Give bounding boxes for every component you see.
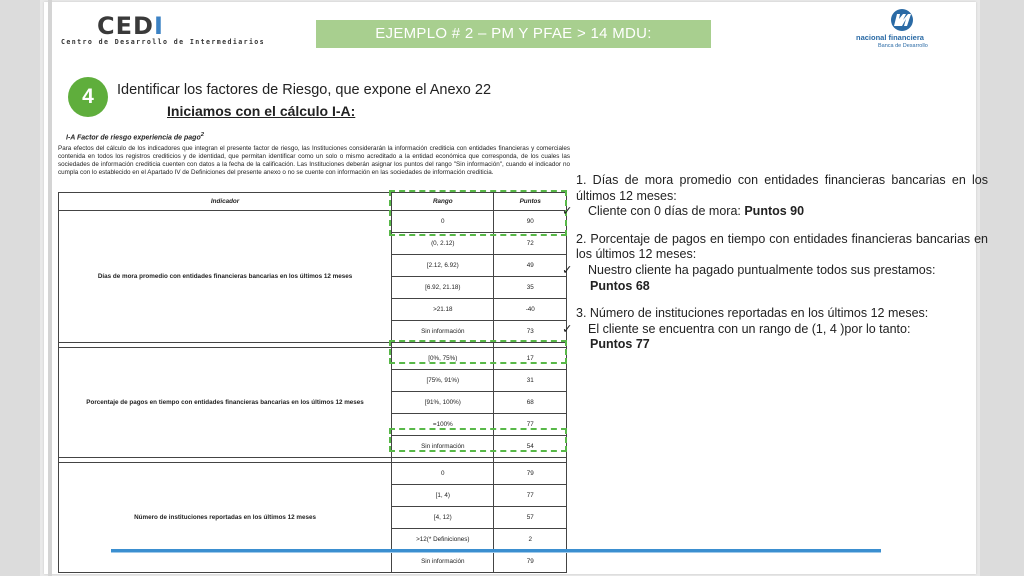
step-subtitle: Iniciamos con el cálculo I-A: bbox=[167, 103, 356, 119]
points-cell: 2 bbox=[494, 529, 567, 551]
range-cell: [4, 12) bbox=[392, 507, 494, 529]
nafin-logo bbox=[856, 8, 951, 52]
row-0-79-highlight bbox=[389, 428, 567, 452]
nafin-emblem-icon bbox=[886, 8, 918, 32]
table-row bbox=[59, 463, 567, 485]
points-cell: 17 bbox=[494, 348, 567, 370]
range-cell: Sin información bbox=[392, 321, 494, 343]
points-cell: -40 bbox=[494, 299, 567, 321]
note-3-result: ✓ El cliente se encuentra con un rango de (1, 4 )por lo tanto: Puntos 77 bbox=[562, 321, 911, 352]
step-intro: Identificar los factores de Riesgo, que expone el Anexo 22 bbox=[117, 82, 492, 98]
note-1-result: ✓ Cliente con 0 días de mora: Puntos 90 bbox=[562, 204, 805, 219]
points-cell: 79 bbox=[494, 551, 567, 573]
range-cell: [2.12, 6.92) bbox=[392, 255, 494, 277]
range-cell: 0 bbox=[392, 211, 494, 233]
indicator-name: Porcentaje de pagos en tiempo con entidades financieras bancarias en los últimos 12 meses bbox=[59, 348, 392, 458]
table-header-rango: Rango bbox=[392, 193, 494, 211]
points-cell: 77 bbox=[494, 485, 567, 507]
points-cell: 35 bbox=[494, 277, 567, 299]
range-cell: [91%, 100%) bbox=[392, 392, 494, 414]
cedi-logo bbox=[61, 12, 266, 48]
points-cell: 31 bbox=[494, 370, 567, 392]
points-cell: 57 bbox=[494, 507, 567, 529]
note-2-result: ✓ Nuestro cliente ha pagado puntualmente todos sus prestamos: Puntos 68 bbox=[562, 262, 936, 293]
slide-left-edge bbox=[48, 0, 52, 576]
points-cell: 79 bbox=[494, 463, 567, 485]
indicator-name: Días de mora promedio con entidades financieras bancarias en los últimos 12 meses bbox=[59, 211, 392, 343]
note-1-title: 1. Días de mora promedio con entidades financieras bancarias en los últimos 12 meses: bbox=[576, 173, 988, 203]
range-cell: >12(* Definiciones) bbox=[392, 529, 494, 551]
range-cell: Sin información bbox=[392, 551, 494, 573]
range-cell: (0, 2.12) bbox=[392, 233, 494, 255]
range-cell: [75%, 91%) bbox=[392, 370, 494, 392]
points-cell: 54 bbox=[494, 436, 567, 458]
points-cell: 72 bbox=[494, 233, 567, 255]
doc-paragraph: Para efectos del cálculo de los indicadores que integran el presente factor de riesgo, las Instituciones considerarán la información crediticia con entidades financieras y comerciales contenida en todos los registros crediticios y de identidad, que permitan identificar como un solo o mismo acreditado a la entidad económica que corresponda, de los cuales las sociedades de información crediticia cuenten con datos a la fecha de la calificación. Las Instituciones deberán asignar los puntos del rango "Sin información", cuando el indicador no cumpla con lo establecido en el Apartado IV de Definiciones del presente anexo o no se cuente con información en las sociedades de información crediticia. bbox=[58, 145, 570, 176]
points-cell: 68 bbox=[494, 392, 567, 414]
check-icon: ✓ bbox=[562, 262, 573, 277]
check-icon: ✓ bbox=[562, 321, 573, 336]
note-2-title: 2. Porcentaje de pagos en tiempo con entidades financieras bancarias en los últimos 12 meses: bbox=[576, 231, 988, 262]
left-margin bbox=[0, 0, 40, 576]
doc-heading: I-A Factor de riesgo experiencia de pago$^2$ bbox=[66, 132, 204, 142]
points-cell: 90 bbox=[494, 211, 567, 233]
indicator-name: Número de instituciones reportadas en los últimos 12 meses bbox=[59, 463, 392, 573]
range-cell: 0 bbox=[392, 463, 494, 485]
cedi-tagline: Centro de Desarrollo de Intermediarios bbox=[61, 38, 266, 46]
table-header-puntos: Puntos bbox=[494, 193, 567, 211]
range-cell: =100% bbox=[392, 414, 494, 436]
row-75-91-highlight bbox=[389, 340, 567, 364]
slide-title-banner: EJEMPLO # 2 – PM Y PFAE > 14 MDU: bbox=[316, 20, 711, 48]
check-icon: ✓ bbox=[562, 204, 573, 219]
points-cell: 73 bbox=[494, 321, 567, 343]
analysis-notes bbox=[562, 173, 988, 353]
nafin-name: nacional financiera bbox=[856, 33, 924, 42]
note-3-title: 3. Número de instituciones reportadas en los últimos 12 meses: bbox=[576, 306, 929, 321]
points-cell: 49 bbox=[494, 255, 567, 277]
risk-factor-table bbox=[58, 192, 567, 573]
cedi-wordmark: CEDI bbox=[97, 12, 164, 40]
range-cell: Sin información bbox=[392, 436, 494, 458]
table-header-indicador: Indicador bbox=[59, 193, 392, 211]
step-number-badge: 4 bbox=[68, 77, 108, 117]
points-cell: 77 bbox=[494, 414, 567, 436]
range-cell: [6.92, 21.18) bbox=[392, 277, 494, 299]
range-cell: [0%, 75%) bbox=[392, 348, 494, 370]
range-cell: >21.18 bbox=[392, 299, 494, 321]
rango-column-highlight bbox=[389, 190, 567, 236]
nafin-tagline: Banca de Desarrollo bbox=[878, 43, 928, 49]
footer-rule-light bbox=[111, 552, 881, 553]
range-cell: [1, 4) bbox=[392, 485, 494, 507]
